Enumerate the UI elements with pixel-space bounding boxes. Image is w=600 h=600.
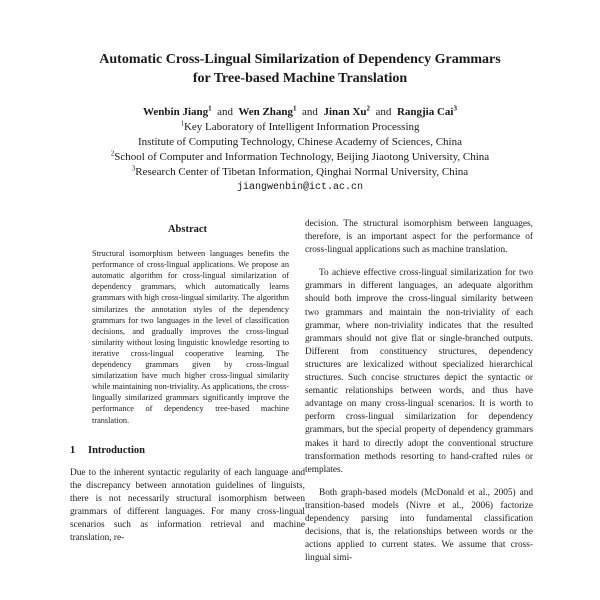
author-1: Wenbin Jiang (143, 106, 209, 118)
left-column (70, 218, 305, 555)
intro-paragraph-1: Due to the inherent syntactic regularity of each language and the discrepancy between annotation guidelines of linguists, there is not necessarily structural isomorphism between grammars of different languages. For many cross-lingual scenarios such as information retrieval and machine translation, re- (70, 467, 305, 544)
author-names (40, 105, 560, 120)
author-3-sup: 2 (366, 104, 371, 113)
paper-title (40, 50, 560, 88)
affiliation-3 (40, 165, 560, 180)
affiliation-2 (40, 150, 560, 165)
aff1-text: Key Laboratory of Intelligent Information Processing (183, 121, 420, 133)
right-paragraph-3: Both graph-based models (McDonald et al., 2005) and transition-based models (Nivre et al., 2006) factorize dependency parsing into fundamental classification decisions, that is, the relationships between words or the actions applied to current states. We assume that cross-lingual simi- (305, 487, 533, 564)
abstract-heading: Abstract (167, 224, 208, 235)
right-column (305, 218, 533, 575)
section-1-number: 1 (70, 444, 76, 456)
and-2: and (302, 106, 318, 118)
aff2-sup: 2 (110, 149, 115, 158)
author-2-sup: 1 (293, 104, 297, 113)
affiliation-1b: Institute of Computing Technology, Chinese Academy of Sciences, China (138, 136, 462, 148)
aff2-text: School of Computer and Information Technology, Beijing Jiaotong University, China (114, 151, 490, 163)
author-email: jiangwenbin@ict.ac.cn (236, 182, 364, 193)
section-1-heading (70, 444, 305, 457)
section-1-title: Introduction (88, 444, 145, 456)
and-1: and (217, 106, 234, 118)
title-line-2: for Tree-based Machine Translation (192, 71, 408, 86)
aff1-sup: 1 (180, 119, 184, 128)
aff3-text: Research Center of Tibetan Information, Qinghai Normal University, China (135, 166, 469, 178)
author-3: Jinan Xu (323, 106, 367, 118)
and-3: and (375, 106, 392, 118)
author-1-sup: 1 (208, 104, 212, 113)
title-line-1: Automatic Cross-Lingual Similarization of Dependency Grammars (99, 52, 501, 67)
affiliation-1 (40, 120, 560, 135)
author-block (40, 105, 560, 195)
abstract-text: Structural isomorphism between languages benefits the performance of cross-lingual applications. We propose an automatic algorithm for cross-lingual similarization of dependency grammars, which automatically learns grammars with high cross-lingual similarity. The algorithm similarizes the annotation styles of the dependency grammars for two languages in the level of classification decisions, and gradually improves the cross-lingual similarity without losing linguistic knowledge resorting to iterative cross-lingual cooperative learning. The dependency grammars given by cross-lingual similarization have much higher cross-lingual similarity while maintaining non-triviality. As applications, the cross-lingually similarized grammars significantly improve the performance of dependency tree-based machine translation. (92, 249, 289, 425)
aff3-sup: 3 (131, 164, 136, 173)
right-paragraph-2: To achieve effective cross-lingual similarization for two grammars in different languages, an adequate algorithm should both improve the cross-lingual similarity between two grammars and maintain the non-triviality of each grammar, where non-triviality indicates that the resulted grammars should not give flat or single-branched outputs. Different from constituency structures, dependency structures are lexicalized without specialized hierarchical structures. Such concise structures depict the syntactic or semantic relationships between words, and thus have advantage on many cross-lingual scenarios. It is worth to perform cross-lingual similarization for dependency grammars, but the special property of dependency grammars makes it hard to directly adopt the conventional structure transformation methods resorting to hand-crafted rules or templates. (305, 268, 533, 475)
right-paragraph-1: decision. The structural isomorphism between languages, therefore, is an important aspect for the performance of cross-lingual applications such as machine translation. (305, 219, 533, 256)
author-4-sup: 3 (453, 104, 457, 113)
author-2: Wen Zhang (238, 106, 294, 118)
author-4: Rangjia Cai (396, 106, 454, 118)
